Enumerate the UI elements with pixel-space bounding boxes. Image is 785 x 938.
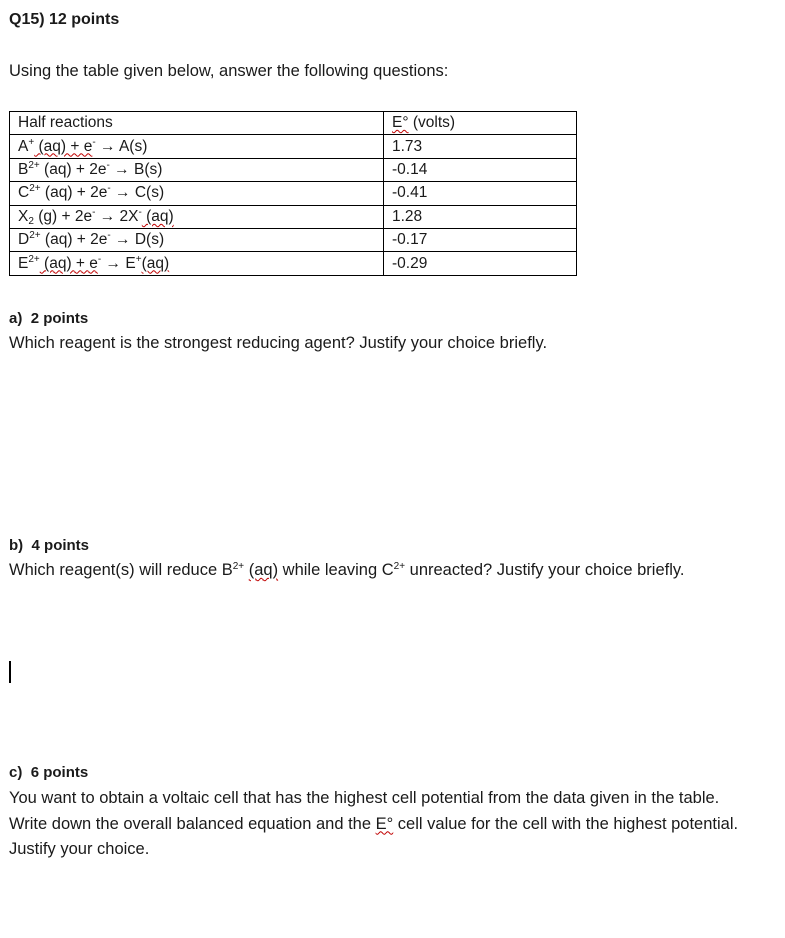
question-intro: Using the table given below, answer the following questions: (9, 62, 449, 80)
reaction-arrow-icon: → (109, 160, 134, 178)
reaction-arrow-icon: → (95, 207, 120, 225)
reaction-arrow-icon: → (110, 231, 135, 249)
part-b-heading: b) 4 points (9, 537, 90, 554)
e0-value: 1.28 (384, 205, 577, 228)
question-title: Q15) 12 points (9, 11, 120, 28)
half-reaction: $C^{2+}$ (aq) + 2e- → C(s) (10, 182, 384, 205)
part-a-question: Which reagent is the strongest reducing agent? Justify your choice briefly. (9, 334, 548, 352)
half-reaction: $D^{2+}$ (aq) + 2e- → D(s) (10, 228, 384, 251)
reaction-arrow-icon: → (95, 137, 119, 155)
table-header-row (10, 112, 577, 135)
e0-value: -0.14 (384, 158, 577, 181)
table-row (10, 228, 577, 251)
part-c-question: You want to obtain a voltaic cell that has the highest cell potential from the data given in the table. Write down the overall balanced equation and the E° cell value for the cell with the highest potential. Justify your choice. (9, 789, 739, 858)
table-row (10, 205, 577, 228)
table-row (10, 135, 577, 158)
header-half-reactions: Half reactions (10, 112, 384, 135)
part-a-heading: a) 2 points (9, 310, 89, 327)
e0-unit: (volts) (408, 114, 456, 132)
half-reaction: $X_2$ (g) + 2e- → 2X- (aq) (10, 205, 384, 228)
half-reaction: $E^{2+}$ (aq) + e- → E+(aq) (10, 252, 384, 275)
table-row (10, 182, 577, 205)
reaction-arrow-icon: → (101, 254, 126, 272)
half-reaction: $B^{2+}$ (aq) + 2e- → B(s) (10, 158, 384, 181)
table-row (10, 252, 577, 275)
half-reactions-table (9, 111, 577, 276)
text-cursor[interactable] (9, 661, 11, 683)
part-b-question: Which reagent(s) will reduce $B^{2+}$ (aq) while leaving $C^{2+}$ unreacted? Justify your choice briefly. (9, 561, 685, 579)
e0-value: -0.17 (384, 228, 577, 251)
e0-value: 1.73 (384, 135, 577, 158)
table-row (10, 158, 577, 181)
reaction-arrow-icon: → (110, 184, 135, 202)
e0-symbol: E° (392, 114, 409, 132)
half-reaction: A+ (aq) + e- → A(s) (10, 135, 384, 158)
header-e0-volts (384, 112, 577, 135)
e0-value: -0.29 (384, 252, 577, 275)
part-c-heading: c) 6 points (9, 764, 89, 781)
e0-value: -0.41 (384, 182, 577, 205)
